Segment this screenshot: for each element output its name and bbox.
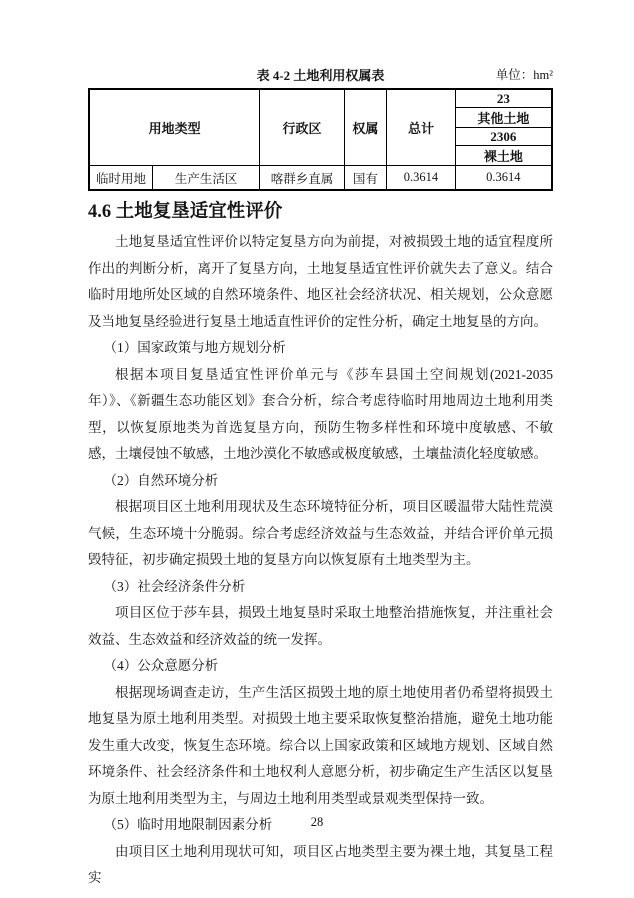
paragraph: 根据本项目复垦适宜性评价单元与《莎车县国土空间规划(2021-2035 年）》、《新疆生态功能区划》套合分析，综合考虑待临时用地周边土地利用类型，以恢复原地类为首选复垦方向，预防生物多样性和环境中度敏感、不敏感，土壤侵蚀不敏感，土地沙漠化不敏感或极度敏感，土壤盐渍化轻度敏感。	[88, 366, 553, 461]
list-item-heading: （4）公众意愿分析	[103, 658, 219, 673]
header-subcell-1: 其他土地	[455, 108, 552, 128]
header-cell-ownership: 权属	[344, 89, 387, 166]
cell-land-type-1: 临时用地	[89, 166, 152, 191]
section-heading: 4.6 土地复垦适宜性评价	[88, 202, 283, 222]
page-number: 28	[310, 815, 324, 829]
header-cell-district: 行政区	[260, 89, 344, 166]
paragraph: 由项目区土地利用现状可知，项目区占地类型主要为裸土地，其复垦工程实	[88, 843, 553, 885]
cell-district: 喀群乡直属	[260, 166, 344, 191]
paragraph: 项目区位于莎车县，损毁土地复垦时采取土地整治措施恢复，并注重社会效益、生态效益和经济效益的统一发挥。	[88, 605, 553, 647]
table-header-row	[89, 89, 552, 108]
table-caption-row	[88, 67, 553, 86]
list-item-heading: （2）自然环境分析	[103, 472, 219, 488]
header-cell-land-type: 用地类型	[89, 89, 260, 166]
paragraph: 根据项目区土地利用现状及生态环境特征分析，项目区暖温带大陆性荒漠气候，生态环境十分脆弱。综合考虑经济效益与生态效益，并结合评价单元损毁特征，初步确定损毁土地的复垦方向以恢复原有土地类型为主。	[88, 499, 553, 567]
list-item-heading: （1）国家政策与地方规划分析	[103, 340, 286, 355]
list-item-heading: （3）社会经济条件分析	[103, 578, 246, 594]
list-item-heading: （5）临时用地限制因素分析	[103, 817, 273, 832]
cell-total: 0.3614	[387, 166, 456, 191]
header-cell-total: 总计	[387, 89, 456, 166]
cell-last: 0.3614	[455, 166, 552, 191]
header-subcell-0: 23	[455, 89, 552, 108]
table-unit-label: 单位：hm²	[495, 68, 553, 82]
paragraph: 根据现场调查走访，生产生活区损毁土地的原土地使用者仍希望将损毁土地复垦为原土地利用类型。对损毁土地主要采取恢复整治措施，避免土地功能发生重大改变，恢复生态环境。综合以上国家政策和区域地方规划、区域自然环境条件、社会经济条件和土地权利人意愿分析，初步确定生产生活区以复垦为原土地利用类型为主，与周边土地利用类型或景观类型保持一致。	[88, 684, 553, 806]
header-subcell-2: 2306	[455, 128, 552, 146]
cell-land-type-2: 生产生活区	[152, 166, 259, 191]
table-caption: 表 4-2 土地利用权属表	[256, 68, 385, 83]
header-subcell-3: 裸土地	[455, 146, 552, 166]
cell-ownership: 国有	[344, 166, 387, 191]
land-ownership-table	[88, 88, 553, 191]
paragraph: 土地复垦适宜性评价以特定复垦方向为前提，对被损毁土地的适宜程度所作出的判断分析，离开了复垦方向，土地复垦适宜性评价就失去了意义。结合临时用地所处区域的自然环境条件、地区社会经济状况、相关规划，公众意愿及当地复垦经验进行复垦土地适直性评价的定性分析，确定土地复垦的方向。	[88, 234, 553, 329]
table-row	[89, 166, 552, 191]
